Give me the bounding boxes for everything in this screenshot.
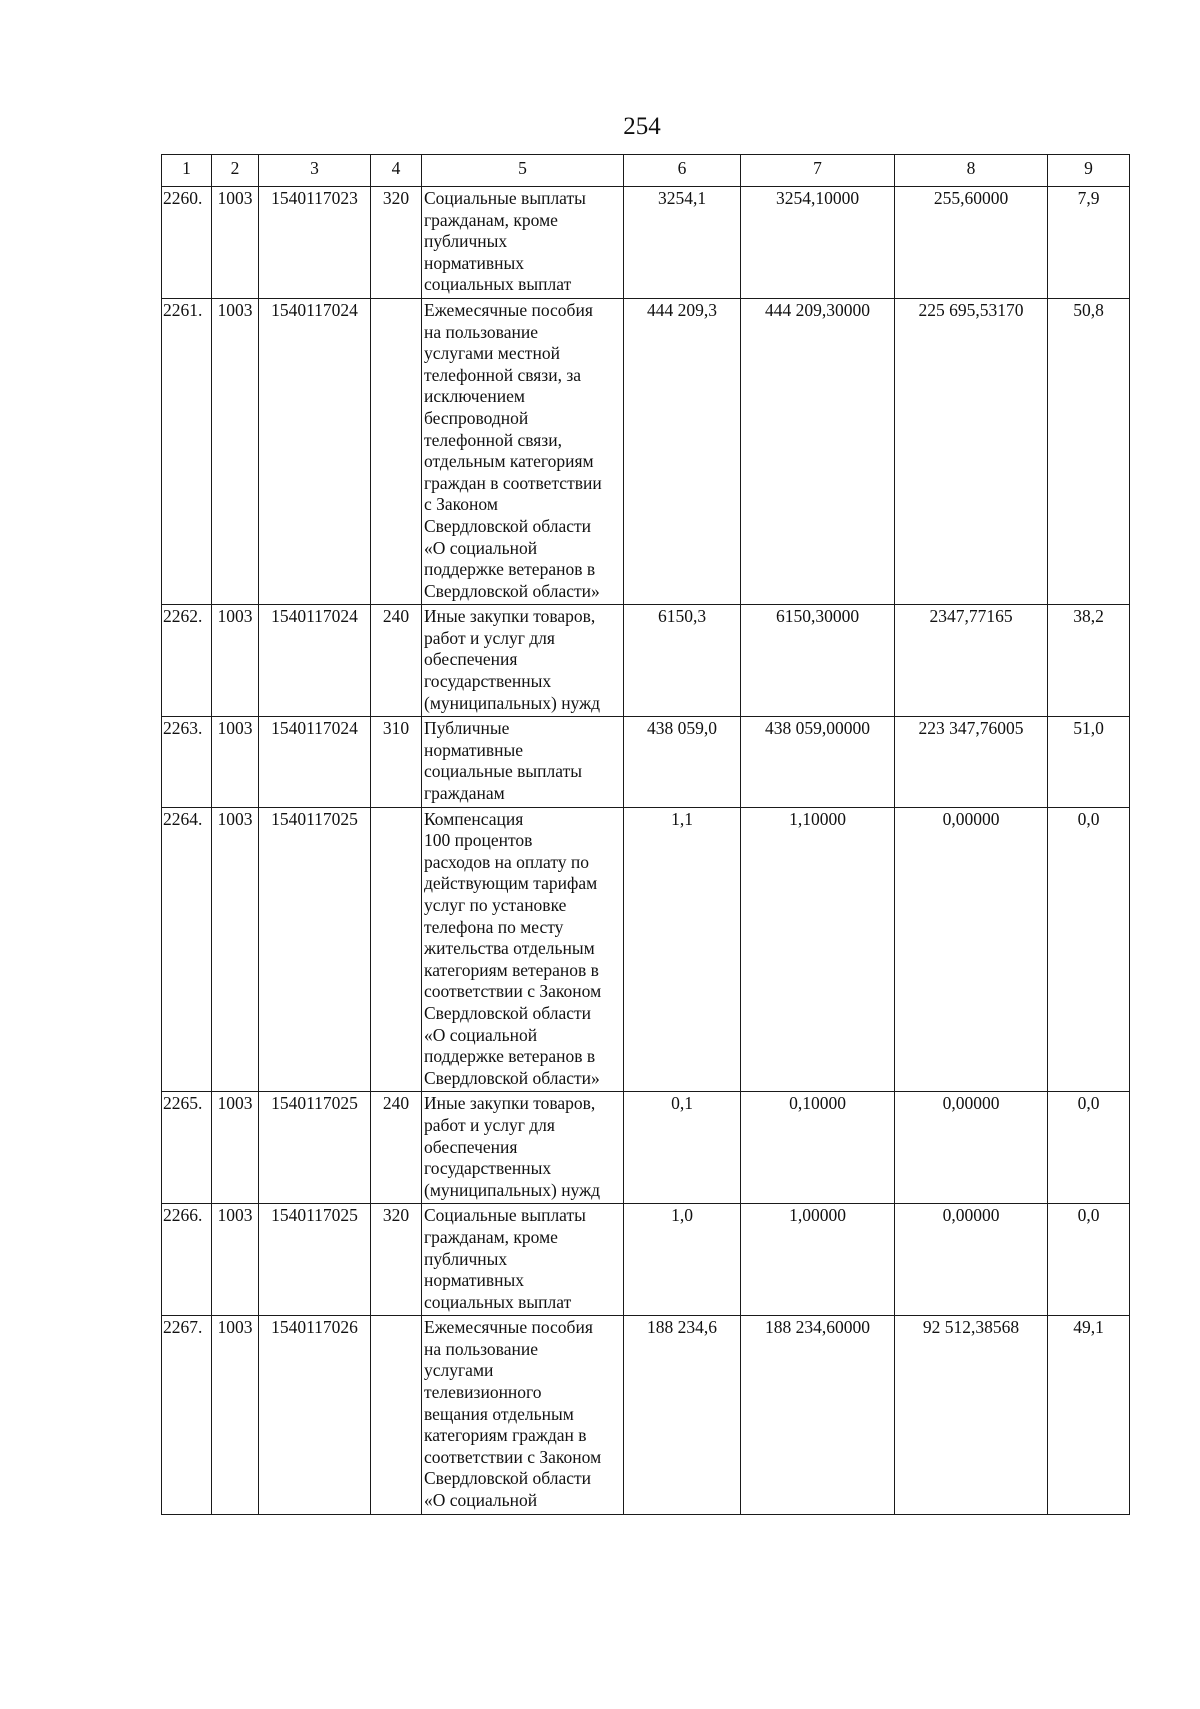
item-name-line: социальных выплат — [424, 1291, 572, 1312]
item-name-line: расходов на оплату по — [424, 851, 590, 872]
column-header: 8 — [895, 155, 1048, 187]
executed-amount-cell: 225 695,53170 — [895, 298, 1048, 604]
item-name-line: телевизионного — [424, 1382, 542, 1403]
item-name-cell — [422, 1092, 624, 1204]
item-name-line: поддержке ветеранов в — [424, 559, 596, 580]
item-name-line: Свердловской области» — [424, 580, 600, 601]
item-name-line: гражданам — [424, 783, 505, 804]
item-name-line: Ежемесячные пособия — [424, 1317, 593, 1338]
item-name-line: Социальные выплаты — [424, 1205, 586, 1226]
row-number-cell: 2266. — [162, 1204, 212, 1316]
item-name-cell — [422, 1204, 624, 1316]
item-name-cell — [422, 1316, 624, 1514]
section-code-cell: 1003 — [212, 717, 259, 807]
item-name-line: нормативных — [424, 252, 525, 273]
item-name-line: телефонной связи, за — [424, 364, 581, 385]
item-name-line: гражданам, кроме — [424, 209, 558, 230]
row-number-cell: 2264. — [162, 807, 212, 1092]
table-row — [162, 1204, 1130, 1316]
item-name-line: нормативных — [424, 1270, 525, 1291]
item-name-line: Ежемесячные пособия — [424, 299, 593, 320]
executed-amount-cell: 0,00000 — [895, 1092, 1048, 1204]
refined-amount-cell: 444 209,30000 — [741, 298, 895, 604]
page-number: 254 — [623, 113, 661, 140]
item-name-line: телефона по месту — [424, 916, 564, 937]
item-name-line: обеспечения — [424, 1136, 518, 1157]
refined-amount-cell: 1,00000 — [741, 1204, 895, 1316]
column-header: 4 — [371, 155, 422, 187]
item-name-line: на пользование — [424, 321, 538, 342]
column-header: 1 — [162, 155, 212, 187]
table-row — [162, 605, 1130, 717]
item-name-line: публичных — [424, 1248, 508, 1269]
column-header: 5 — [422, 155, 624, 187]
column-header: 2 — [212, 155, 259, 187]
item-name-line: услугами — [424, 1360, 494, 1381]
executed-amount-cell: 0,00000 — [895, 807, 1048, 1092]
target-article-cell: 1540117024 — [259, 298, 371, 604]
plan-amount-cell: 438 059,0 — [624, 717, 741, 807]
execution-percent-cell: 49,1 — [1048, 1316, 1130, 1514]
column-header: 7 — [741, 155, 895, 187]
table-row — [162, 1316, 1130, 1514]
item-name-line: «О социальной — [424, 1490, 538, 1511]
column-header: 9 — [1048, 155, 1130, 187]
refined-amount-cell: 6150,30000 — [741, 605, 895, 717]
target-article-cell: 1540117025 — [259, 807, 371, 1092]
item-name-line: соответствии с Законом — [424, 981, 602, 1002]
item-name-line: Компенсация — [424, 808, 524, 829]
item-name-line: с Законом — [424, 494, 498, 515]
item-name-line: услуг по установке — [424, 895, 567, 915]
execution-percent-cell: 0,0 — [1048, 1092, 1130, 1204]
section-code-cell: 1003 — [212, 605, 259, 717]
item-name-line: государственных — [424, 671, 552, 692]
plan-amount-cell: 3254,1 — [624, 187, 741, 299]
item-name-line: поддержке ветеранов в — [424, 1046, 596, 1067]
item-name-line: категориям ветеранов в — [424, 959, 599, 980]
executed-amount-cell: 255,60000 — [895, 187, 1048, 299]
item-name-line: нормативные — [424, 739, 524, 760]
item-name-line: граждан в соответствии — [424, 472, 602, 493]
item-name-line: жительства отдельным — [424, 938, 595, 959]
item-name-line: «О социальной — [424, 1024, 538, 1045]
item-name-line: на пользование — [424, 1338, 538, 1359]
item-name-line: работ и услуг для — [424, 627, 555, 648]
item-name-line: Иные закупки товаров, — [424, 606, 596, 627]
budget-table — [161, 154, 1130, 1515]
expense-type-cell — [371, 807, 422, 1092]
item-name-line: действующим тарифам — [424, 873, 598, 894]
execution-percent-cell: 38,2 — [1048, 605, 1130, 717]
refined-amount-cell: 1,10000 — [741, 807, 895, 1092]
section-code-cell: 1003 — [212, 1316, 259, 1514]
item-name-line: Свердловской области — [424, 1468, 592, 1489]
target-article-cell: 1540117023 — [259, 187, 371, 299]
expense-type-cell — [371, 1316, 422, 1514]
item-name-cell — [422, 298, 624, 604]
target-article-cell: 1540117026 — [259, 1316, 371, 1514]
item-name-line: вещания отдельным — [424, 1403, 574, 1424]
item-name-line: телефонной связи, — [424, 429, 562, 450]
expense-type-cell: 240 — [371, 605, 422, 717]
expense-type-cell: 310 — [371, 717, 422, 807]
item-name-line: услугами местной — [424, 343, 560, 364]
plan-amount-cell: 0,1 — [624, 1092, 741, 1204]
execution-percent-cell: 0,0 — [1048, 1204, 1130, 1316]
item-name-line: 100 процентов — [424, 830, 533, 851]
table-row — [162, 187, 1130, 299]
expense-type-cell: 320 — [371, 187, 422, 299]
execution-percent-cell: 7,9 — [1048, 187, 1130, 299]
item-name-line: работ и услуг для — [424, 1114, 555, 1135]
item-name-line: гражданам, кроме — [424, 1226, 558, 1247]
table-row — [162, 298, 1130, 604]
item-name-line: Социальные выплаты — [424, 188, 586, 208]
execution-percent-cell: 0,0 — [1048, 807, 1130, 1092]
item-name-line: исключением — [424, 386, 525, 407]
item-name-cell — [422, 605, 624, 717]
section-code-cell: 1003 — [212, 1204, 259, 1316]
plan-amount-cell: 1,0 — [624, 1204, 741, 1316]
plan-amount-cell: 188 234,6 — [624, 1316, 741, 1514]
table-row — [162, 1092, 1130, 1204]
row-number-cell: 2262. — [162, 605, 212, 717]
item-name-line: соответствии с Законом — [424, 1446, 602, 1467]
item-name-line: Иные закупки товаров, — [424, 1093, 596, 1114]
executed-amount-cell: 92 512,38568 — [895, 1316, 1048, 1514]
item-name-line: Свердловской области — [424, 515, 592, 536]
item-name-line: социальных выплат — [424, 274, 572, 295]
item-name-line: государственных — [424, 1158, 552, 1179]
executed-amount-cell: 2347,77165 — [895, 605, 1048, 717]
section-code-cell: 1003 — [212, 1092, 259, 1204]
item-name-line: категориям граждан в — [424, 1425, 587, 1446]
table-body — [162, 187, 1130, 1515]
item-name-line: обеспечения — [424, 649, 518, 670]
column-number-row — [162, 155, 1130, 187]
item-name-line: Свердловской области — [424, 1002, 592, 1023]
item-name-line: «О социальной — [424, 537, 538, 558]
row-number-cell: 2265. — [162, 1092, 212, 1204]
refined-amount-cell: 188 234,60000 — [741, 1316, 895, 1514]
target-article-cell: 1540117024 — [259, 605, 371, 717]
item-name-cell — [422, 717, 624, 807]
target-article-cell: 1540117024 — [259, 717, 371, 807]
section-code-cell: 1003 — [212, 807, 259, 1092]
row-number-cell: 2267. — [162, 1316, 212, 1514]
column-header: 6 — [624, 155, 741, 187]
item-name-line: публичных — [424, 231, 508, 252]
row-number-cell: 2261. — [162, 298, 212, 604]
expense-type-cell: 240 — [371, 1092, 422, 1204]
item-name-line: беспроводной — [424, 407, 529, 428]
item-name-line: (муниципальных) нужд — [424, 692, 601, 713]
item-name-line: Публичные — [424, 718, 510, 739]
item-name-line: социальные выплаты — [424, 761, 582, 782]
section-code-cell: 1003 — [212, 187, 259, 299]
expense-type-cell — [371, 298, 422, 604]
refined-amount-cell: 3254,10000 — [741, 187, 895, 299]
plan-amount-cell: 444 209,3 — [624, 298, 741, 604]
table-row — [162, 717, 1130, 807]
expense-type-cell: 320 — [371, 1204, 422, 1316]
column-header: 3 — [259, 155, 371, 187]
item-name-line: (муниципальных) нужд — [424, 1179, 601, 1200]
table-row — [162, 807, 1130, 1092]
executed-amount-cell: 223 347,76005 — [895, 717, 1048, 807]
plan-amount-cell: 6150,3 — [624, 605, 741, 717]
target-article-cell: 1540117025 — [259, 1204, 371, 1316]
plan-amount-cell: 1,1 — [624, 807, 741, 1092]
row-number-cell: 2263. — [162, 717, 212, 807]
item-name-line: Свердловской области» — [424, 1067, 600, 1088]
executed-amount-cell: 0,00000 — [895, 1204, 1048, 1316]
refined-amount-cell: 438 059,00000 — [741, 717, 895, 807]
item-name-line: отдельным категориям — [424, 451, 594, 472]
row-number-cell: 2260. — [162, 187, 212, 299]
item-name-cell — [422, 187, 624, 299]
item-name-cell — [422, 807, 624, 1092]
target-article-cell: 1540117025 — [259, 1092, 371, 1204]
execution-percent-cell: 50,8 — [1048, 298, 1130, 604]
execution-percent-cell: 51,0 — [1048, 717, 1130, 807]
refined-amount-cell: 0,10000 — [741, 1092, 895, 1204]
section-code-cell: 1003 — [212, 298, 259, 604]
